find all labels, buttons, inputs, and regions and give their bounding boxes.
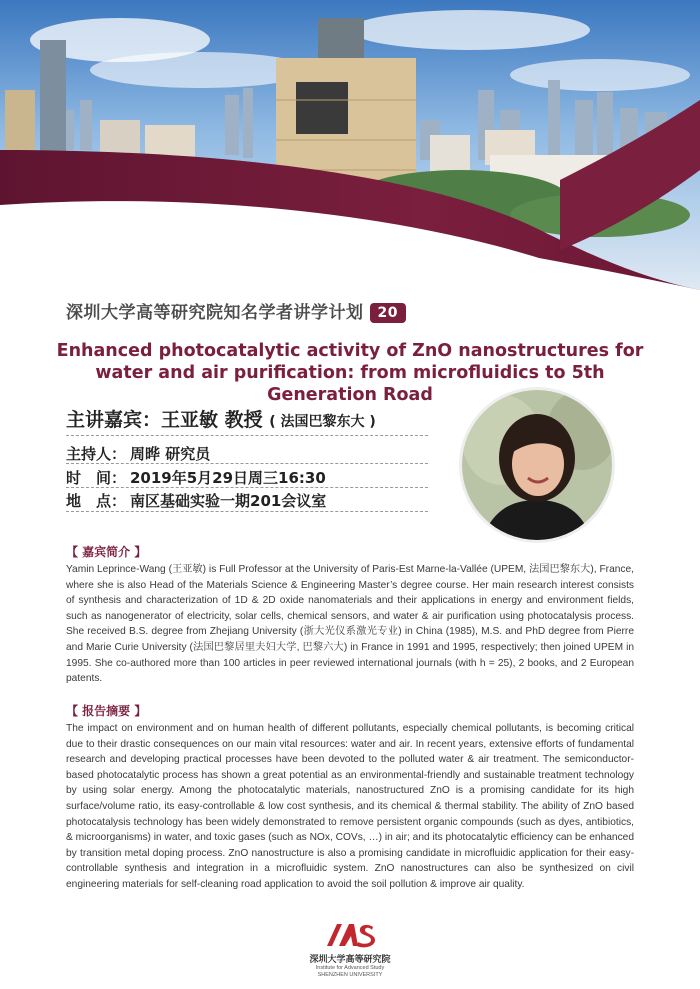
host-label: 主持人： bbox=[66, 445, 127, 463]
series-number-badge: 20 bbox=[370, 303, 406, 323]
abstract-text: The impact on environment and on human health of different pollutants, especially chemical pollutants, is becoming critical due to their drastic consequences on our main vital resources: water and air. In recent years, extensive efforts of fundamental research and developing practical processes have been devoted to the polluted water & air treatment. The semiconductor-based photocatalytic process has shown a great potential as an environmental-friendly and sustainable treatment technology by using solar energy. Among the photocatalytic materials, nanostructured ZnO is a promising candidate for its high surface/volume ratio, its easy-controllable & low cost synthesis, and its chemical & thermal stability. The ability of ZnO based photocatalysis technology has been widely demonstrated to remove persistent organic compounds (such as dyes, antibiotics, & microorganisms) in water, and toxic gases (such as NOx, COVs, …) in air; and its photocatalytic efficiency can be enhanced by transition metal doping process. ZnO nanostructure is also a promising candidate in microfluidic application for their easy-controllable synthesis and integration in a microfluidic system. ZnO nanostructures can also be synthesized on civil engineering materials for self-cleaning road application to avoid the soil pollution & improve air quality. bbox=[66, 723, 634, 890]
place-row bbox=[66, 490, 326, 511]
divider bbox=[66, 487, 428, 488]
speaker-label: 主讲嘉宾： bbox=[66, 409, 162, 431]
time-label: 时 间： bbox=[66, 469, 127, 487]
ias-logo bbox=[323, 922, 377, 948]
speaker-portrait bbox=[462, 390, 612, 540]
speaker-affiliation: ( 法国巴黎东大 ) bbox=[269, 414, 376, 430]
talk-title-line2: water and air purification: from microfluidics to 5th Generation Road bbox=[95, 363, 605, 405]
place-label: 地 点： bbox=[66, 492, 127, 510]
time-row bbox=[66, 467, 326, 488]
host-row bbox=[66, 443, 210, 464]
bio-text: Yamin Leprince-Wang (王亚敏) is Full Professor at the University of Paris-Est Marne-la-Vallée (UPEM, 法国巴黎东大), France, where she is also Head of the Materials Science & Engineering Master’s degree course. Her main research interest consists of synthesis and characterization of 1D & 2D oxide nanomaterials and their applications in energy and environment fields, such as nanogenerator of electricity, solar cells, chemical sensors, and water & air purification using photocatalysis process. She received B.S. degree from Zhejiang University (浙大光仪系激光专业) in China (1985), M.S. and PhD degree from Pierre and Marie Curie University (法国巴黎居里夫妇大学, 巴黎六大) in France in 1991 and 1995, respectively; then joined UPEM in 1995. She co-authored more than 100 articles in peer reviewed international journals (with h = 25), 2 books, and 2 European patents. bbox=[66, 564, 634, 685]
lecture-series-title bbox=[66, 298, 406, 323]
place-value: 南区基础实验一期201会议室 bbox=[130, 492, 327, 510]
divider bbox=[66, 511, 428, 512]
footer-en-line2: SHENZHEN UNIVERSITY bbox=[317, 971, 383, 978]
divider bbox=[66, 435, 428, 436]
talk-title-line1: Enhanced photocatalytic activity of ZnO nanostructures for bbox=[56, 341, 644, 361]
footer-en-line1: Institute for Advanced Study bbox=[315, 965, 385, 971]
host-value: 周晔 研究员 bbox=[130, 445, 211, 463]
footer-institute-en bbox=[0, 965, 700, 978]
divider bbox=[66, 463, 428, 464]
series-text: 深圳大学高等研究院知名学者讲学计划 bbox=[66, 303, 364, 323]
bio-heading: 【 嘉宾简介 】 bbox=[66, 545, 147, 559]
abstract-heading: 【 报告摘要 】 bbox=[66, 704, 147, 718]
speaker-line bbox=[66, 405, 376, 432]
time-value: 2019年5月29日周三16:30 bbox=[130, 469, 326, 487]
footer-institute-cn: 深圳大学高等研究院 bbox=[309, 955, 391, 965]
speaker-name: 王亚敏 教授 bbox=[161, 409, 263, 431]
header-city-image bbox=[0, 0, 700, 290]
